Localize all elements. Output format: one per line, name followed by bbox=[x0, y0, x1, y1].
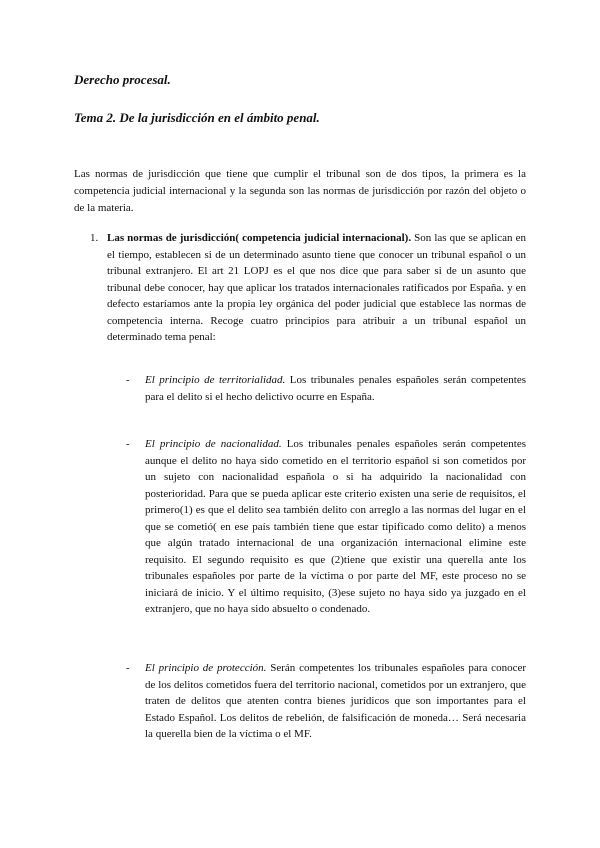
principle-territorialidad bbox=[126, 372, 526, 405]
list-item-body bbox=[107, 230, 526, 346]
bullet-dash: - bbox=[126, 374, 130, 386]
principle-heading: El principio de territorialidad. bbox=[145, 374, 286, 386]
principle-nacionalidad bbox=[126, 436, 526, 618]
document-title: Derecho procesal. bbox=[74, 72, 171, 87]
principle-body bbox=[145, 372, 526, 405]
principle-heading: El principio de protección. bbox=[145, 662, 267, 674]
principle-text: Los tribunales penales españoles serán competentes para el delito si el hecho delictivo ocurre en España. bbox=[145, 374, 526, 403]
principle-text: Los tribunales penales españoles serán competentes aunque el delito no haya sido cometido en el territorio español si son cometidos por un sujeto con nacionalidad española o si ha adquirido la nacionalidad con posterioridad. Para que se pueda aplicar este criterio existen una serie de requisitos, el primero(1) es que el delito sea también delito con arreglo a las normas del lugar en el que se cometió( en ese país también tiene que estar tipificado como delito) a menos que algún tratado internacional de una organización internacional elimine este requisito. El segundo requisito es que (2)tiene que existir una querella ante los tribunales españoles por parte de la víctima o por parte del MF, este proceso no se iniciará de inicio. Y el último requisito, (3)ese sujeto no haya sido ya juzgado en el extranjero, que no haya sido absuelto o condenado. bbox=[145, 438, 527, 615]
principle-heading: El principio de nacionalidad. bbox=[145, 438, 282, 450]
list-item-heading: Las normas de jurisdicción( competencia judicial internacional). bbox=[107, 232, 412, 244]
document-subtitle: Tema 2. De la jurisdicción en el ámbito penal. bbox=[74, 110, 320, 125]
principle-text: Serán competentes los tribunales españoles para conocer de los delitos cometidos fuera del territorio nacional, cometidos por un extranjero, que traten de delitos que atenten contra bienes jurídicos que son importantes para el Estado Español. Los delitos de rebelión, de falsificación de moneda… Será necesaria la querella bien de la víctima o el MF. bbox=[145, 662, 526, 740]
principle-body bbox=[145, 660, 526, 743]
principle-body bbox=[145, 436, 526, 618]
bullet-dash: - bbox=[126, 438, 130, 450]
numbered-list-item bbox=[90, 230, 526, 346]
intro-paragraph: Las normas de jurisdicción que tiene que cumplir el tribunal son de dos tipos, la primera es la competencia judicial internacional y la segunda son las normas de jurisdicción por razón del objeto o de la materia. bbox=[74, 168, 526, 214]
principle-proteccion bbox=[126, 660, 526, 743]
bullet-dash: - bbox=[126, 662, 130, 674]
list-item-text: Son las que se aplican en el tiempo, establecen si de un determinado asunto tiene que conocer un tribunal español o un tribunal extranjero. El art 21 LOPJ es el que nos dice que para saber si de un asunto que tribunal debe conocer, hay que aplicar los tratados internacionales ratificados por España. y en defecto estaríamos ante la propia ley orgánica del poder judicial que establece las normas de competencia interna. Recoge cuatro principios para atribuir a un tribunal español un determinado tema penal: bbox=[107, 232, 526, 343]
list-number: 1. bbox=[90, 232, 99, 244]
